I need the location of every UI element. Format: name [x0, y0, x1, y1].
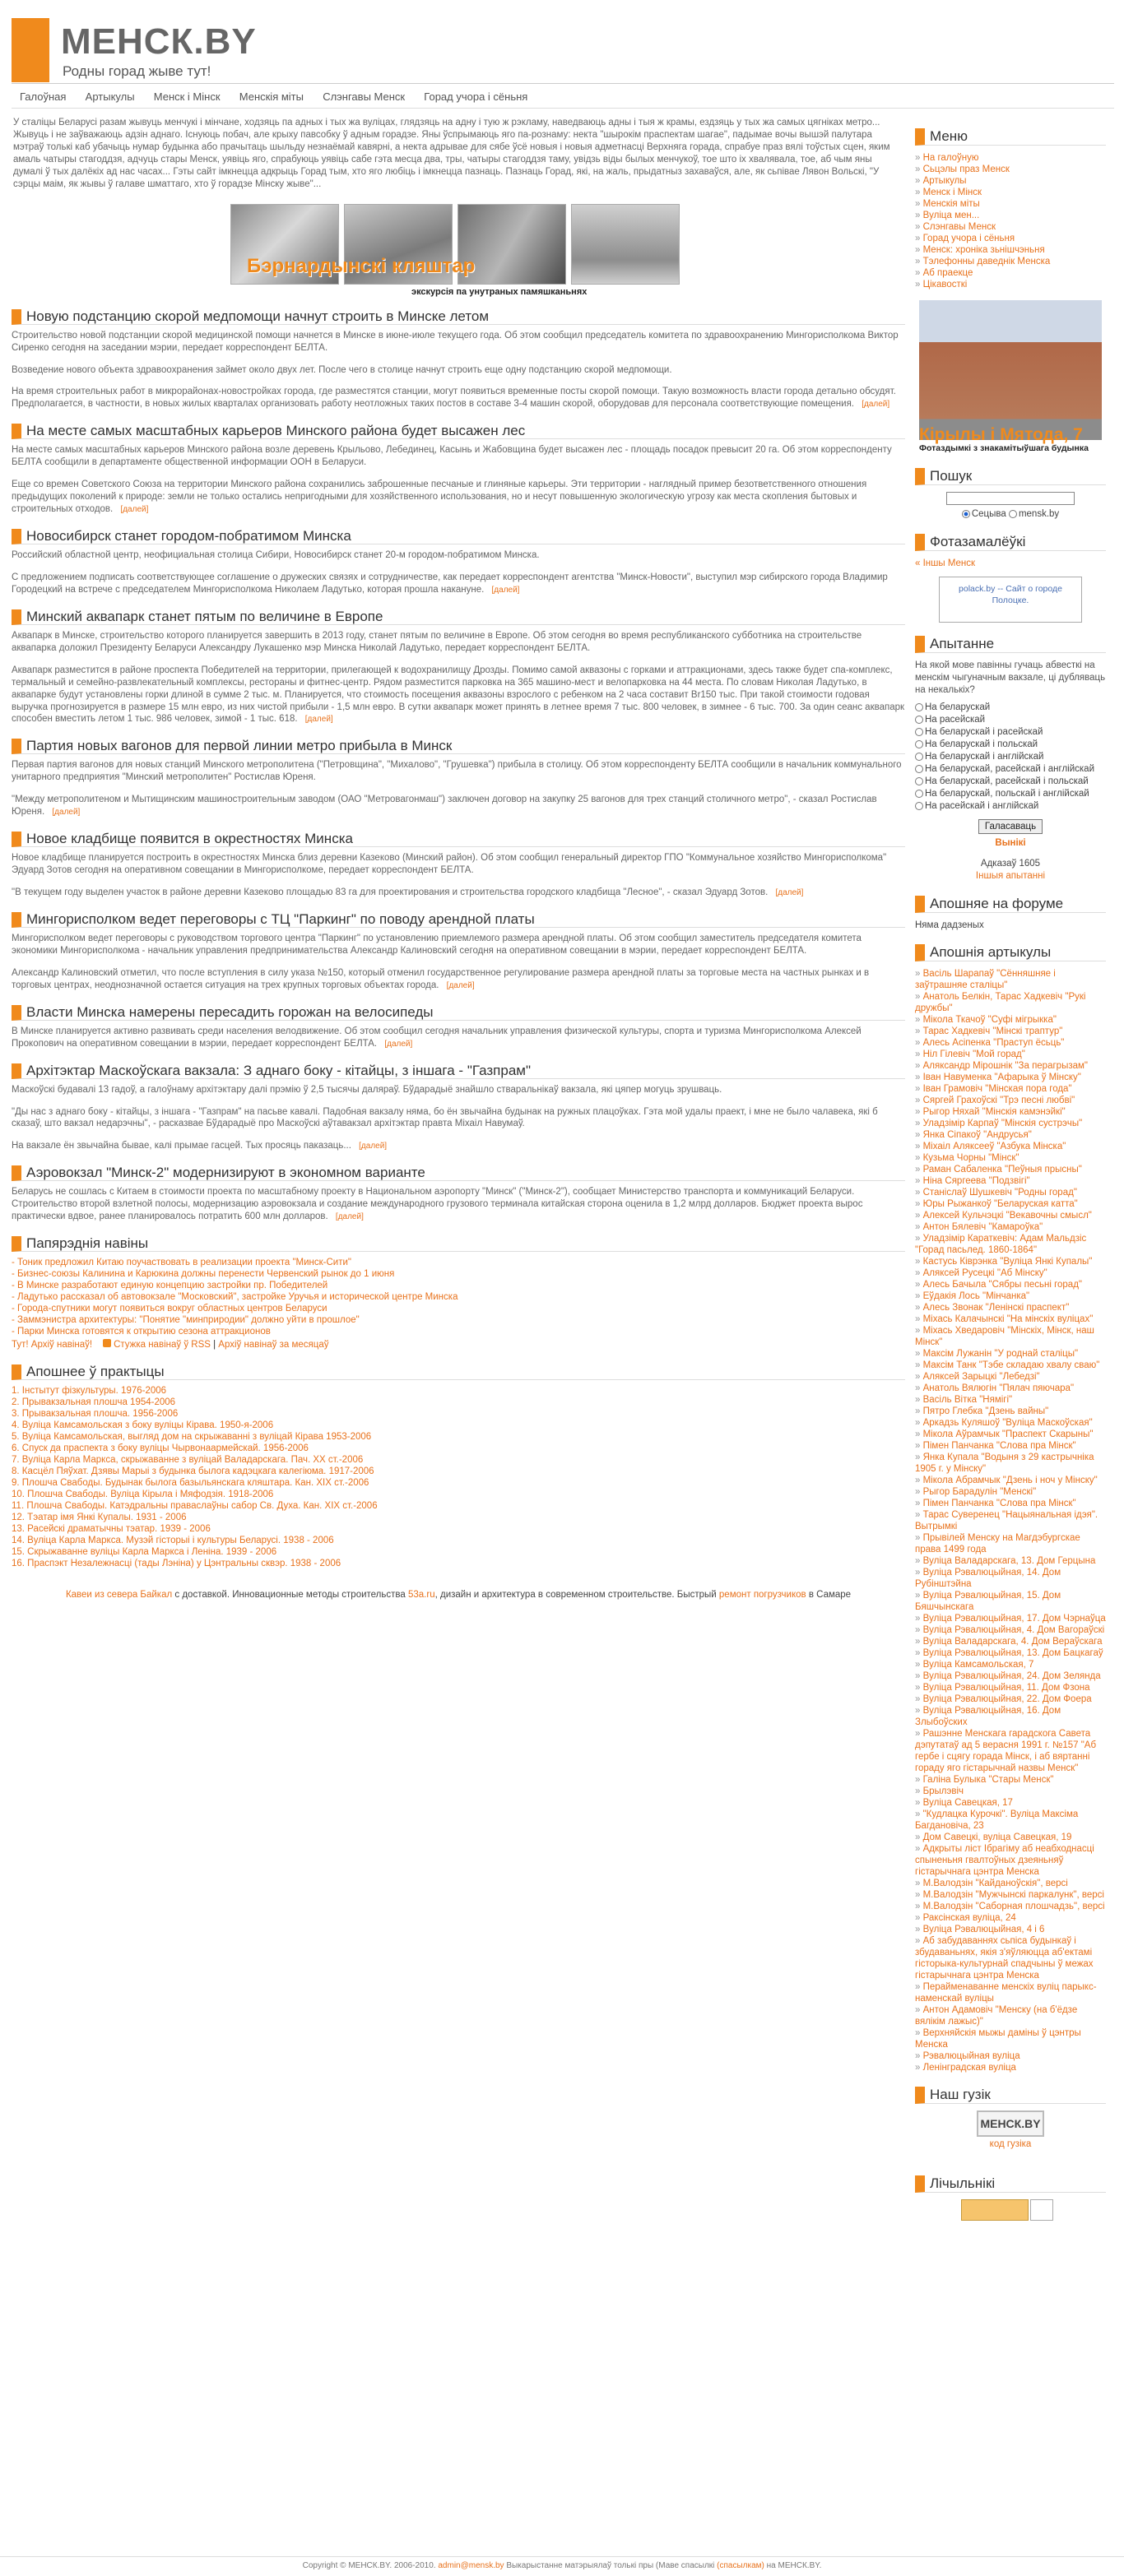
article-link[interactable]: » Мікола Аўрамчык "Праспект Скарыны"	[915, 1429, 1106, 1440]
nav-item-articles[interactable]: Артыкулы	[85, 90, 135, 103]
article-link[interactable]: » Анатоль Белкін, Тарас Хадкевіч "Рукі дружбы"	[915, 991, 1106, 1014]
news-title[interactable]: Аэровокзал "Минск-2" модернизируют в экономном варианте	[12, 1165, 905, 1181]
article-link[interactable]: » Перайменаванне менскіх вуліц парыкс-наменскай вуліцы	[915, 1981, 1106, 2004]
ad-text: в Самаре	[808, 1590, 852, 1601]
read-more-link[interactable]: [далей]	[120, 505, 149, 515]
poll-radio[interactable]	[915, 703, 923, 711]
poll-option[interactable]	[915, 714, 1106, 726]
article-link[interactable]: » Васіль Шарапаў "Сённяшняе і заўтрашняе сталіцы"	[915, 968, 1106, 991]
article-link[interactable]: » Вуліца Рэвалюцыйная, 13. Дом Бацкагаў	[915, 1647, 1106, 1659]
read-more-link[interactable]: [далей]	[359, 1142, 388, 1151]
sidebar-menu-item[interactable]: » Цікавосткі	[915, 279, 1106, 290]
news-item	[12, 739, 905, 818]
article-link[interactable]: » Верхняйскія мыжы даміны ў цэнтры Менска	[915, 2027, 1106, 2050]
article-link[interactable]: » Сяргей Грахоўскі "Трэ песні любві"	[915, 1095, 1106, 1106]
sidebar-menu-item[interactable]: » Вуліца мен...	[915, 210, 1106, 221]
article-link[interactable]: » Дом Савецкі, вуліца Савецкая, 19	[915, 1832, 1106, 1843]
practice-item[interactable]: 1. Інстытут фізкультуры. 1976-2006	[12, 1386, 167, 1397]
article-link[interactable]: » Максім Танк "Тэбе складаю хвалу сваю"	[915, 1360, 1106, 1371]
poll-option-label: На расейскай і англійскай	[925, 800, 1039, 811]
search-input[interactable]	[946, 492, 1075, 505]
forum-title: Апошняе на форуме	[915, 896, 1106, 913]
news-paragraph: На месте самых масштабных карьеров Минского района возле деревень Крыльово, Лебединец, Касынь и Жабовщина будет высажен лес - площадь посадок превысит 20 га. Об этом корреспонденту БЕЛТА сообщили в департаменте общественной информации ООН в Беларуси.	[12, 445, 892, 468]
article-link[interactable]: » Васіль Вітка "Нямігі"	[915, 1394, 1106, 1406]
counters-title: Лічыльнікі	[915, 2175, 1106, 2193]
poll-option[interactable]	[915, 739, 1106, 751]
logo-bar	[12, 18, 49, 82]
news-item	[12, 1005, 905, 1050]
sidebar	[915, 115, 1106, 2221]
article-link[interactable]: » Мікола Ткачоў "Суфі мігрыкка"	[915, 1014, 1106, 1026]
nav-item-home[interactable]: Галоўная	[20, 90, 67, 103]
news-title[interactable]: Архітэктар Маскоўскага вакзала: З аднаго боку - кітайцы, з іншага - "Газпрам"	[12, 1063, 905, 1079]
article-link[interactable]: » Рыгор Барадулін "Менскі"	[915, 1486, 1106, 1498]
poll-option[interactable]	[915, 751, 1106, 763]
article-link[interactable]: » Вуліца Рэвалюцыйная, 24. Дом Зелянда	[915, 1670, 1106, 1682]
poll-option-label: На беларускай	[925, 702, 991, 712]
article-link[interactable]: » Станіслаў Шушкевіч "Родны горад"	[915, 1187, 1106, 1198]
article-link[interactable]: » М.Валодзін "Мужчынскі паркалунк", версі	[915, 1889, 1106, 1901]
news-title[interactable]: Новое кладбище появится в окрестностях Минска	[12, 832, 905, 847]
article-link[interactable]: » Уладзімір Карпаў "Мінскія сустрэчы"	[915, 1118, 1106, 1129]
poll-option-label: На беларускай і англійскай	[925, 751, 1044, 762]
forum-text: Няма дадзеных	[915, 920, 984, 930]
nav-item-mensk-minsk[interactable]: Менск і Мінск	[153, 90, 221, 103]
sidebar-menu-item[interactable]: » Горад учора і сёньня	[915, 233, 1106, 244]
article-link[interactable]: » Вуліца Рэвалюцыйная, 17. Дом Чэрнаўца	[915, 1613, 1106, 1624]
footer-link[interactable]: (спасылкам)	[717, 2561, 764, 2570]
site-button[interactable]: МЕНСК.BY	[977, 2110, 1044, 2137]
news-item	[12, 529, 905, 596]
news-list	[12, 309, 905, 1224]
article-link[interactable]: » Антон Бялевіч "Камароўка"	[915, 1221, 1106, 1233]
search-title: Пошук	[915, 468, 1106, 485]
news-paragraph: На вакзале ён звычайна бывае, калі прымае гасцей. Тых просяць паказаць... [далей]	[12, 1141, 388, 1151]
poll-title: Апытанне	[915, 636, 1106, 653]
article-link[interactable]: » Тарас Суверенец "Нацыянальная ідэя". Вытрымкі	[915, 1509, 1106, 1532]
article-link[interactable]: » Рыгор Няхай "Мінскія камэнэйкі"	[915, 1106, 1106, 1118]
article-link[interactable]: » Прывілей Менску на Магдэбургскае права 1499 года	[915, 1532, 1106, 1555]
article-link[interactable]: » Мікола Абрамчык "Дзень і ноч у Мінску"	[915, 1475, 1106, 1486]
article-link[interactable]: » Вуліца Рэвалюцыйная, 16. Дом Злыбоўских	[915, 1705, 1106, 1728]
news-paragraph: "Ды нас з аднаго боку - кітайцы, з іншага - "Газпрам" на пасьве кавалі. Падобная вакзалу няма, бо ён звычайна будынак на ружных плацоўках. Гэта мой удалы праект, і мне не было чалавека, які б сказаў, што вакзал недарэчны", - расказвае Бўдарадыё про Маскоўскі аўтавакзал архітэктар правта Міхаіл Навумаў.	[12, 1106, 878, 1129]
practice-item[interactable]: 5. Вуліца Камсамольская, выгляд дом на скрыжаванні з вуліцай Кірава 1953-2006	[12, 1432, 372, 1443]
news-paragraph: Мингорисполком ведет переговоры с руководством торгового центра "Паркинг" по установлению приемлемого размера арендной платы. Об этом сообщил заместитель председателя комитета экономики Мингорисполкома - начальник управления предпринимательства Александр Калиновский сегодня на оперативном совещании в мэрии, передает корреспондент БЕЛТА.	[12, 933, 862, 956]
prev-news-item[interactable]: - Ладутько рассказал об автовокзале "Московский", застройке Уручья и исторической центре Минска	[12, 1292, 458, 1303]
poll-radio[interactable]	[915, 790, 923, 798]
article-link[interactable]: » Антон Адамовіч "Менску (на б'ёдзе вялікім лажыс)"	[915, 2004, 1106, 2027]
site-slogan: Родны горад жыве тут!	[63, 63, 211, 79]
article-link[interactable]: » Вуліца Валадарскага, 13. Дом Герцына	[915, 1555, 1106, 1567]
sidebar-menu-item[interactable]: » Менск і Мінск	[915, 187, 1106, 198]
poll-option-label: На беларускай, польскай і англійскай	[925, 788, 1089, 799]
news-title[interactable]: Власти Минска намерены пересадить горожан на велосипеды	[12, 1005, 905, 1021]
poll-option[interactable]	[915, 702, 1106, 714]
polack-banner[interactable]: polack.by -- Сайт о городе Полоцке.	[939, 577, 1082, 623]
read-more-link[interactable]: [далей]	[335, 1212, 364, 1222]
read-more-link[interactable]: [далей]	[862, 400, 890, 410]
news-item	[12, 1165, 905, 1223]
article-link[interactable]: » Ніна Сяргеева "Подзвігі"	[915, 1175, 1106, 1187]
prev-news-item[interactable]: - В Минске разработают единую концепцию застройки пр. Победителей	[12, 1281, 328, 1291]
news-paragraph: Беларусь не сошлась с Китаем в стоимости проекта по масштабному проекту в Национальном аэропорту "Минск" ("Минск-2"), сообщает Министерство транспорта и коммуникаций Беларуси. Строительство второй взлетной полосы, модернизацию аэровокзала и создание международного грузового терминала китайская сторона оценила в 1,2 млрд долларов. Бюджет проекта вырос практически вдвое, ранее планировалось потратить 600 млн долларов. [далей]	[12, 1187, 863, 1222]
news-item	[12, 609, 905, 726]
practice-title: Апошнее ў практыцы	[12, 1364, 905, 1380]
article-link[interactable]: » Вуліца Валадарскага, 4. Дом Вераўскага	[915, 1636, 1106, 1647]
article-link[interactable]: » Вуліца Рэвалюцыйная, 22. Дом Фоера	[915, 1693, 1106, 1705]
feature-caption[interactable]: Кірылы і Мятода, 7	[919, 425, 1083, 444]
ad-text: с доставкой.	[174, 1590, 230, 1601]
sidebar-menu-item[interactable]: » Тэлефонны даведнік Менска	[915, 256, 1106, 267]
practice-item[interactable]: 8. Касцёл Пяўхат. Дзявы Марыі з будынка былога кадэцкага калегіюма. 1917-2006	[12, 1466, 374, 1477]
ad-text: , дизайн и архитектура в современном строительстве.	[434, 1590, 675, 1601]
article-link[interactable]: » Ніл Гілевіч "Мой горад"	[915, 1049, 1106, 1060]
news-links: Тут! Архіў навінаў! Стужка навінаў ў RSS | Архіў навінаў за месяцаў	[12, 1340, 329, 1351]
article-link[interactable]: » Алесь Асіпенка "Праступ ёсьць"	[915, 1037, 1106, 1049]
practice-item[interactable]: 3. Прывакзальная плошча. 1956-2006	[12, 1409, 179, 1420]
read-more-link[interactable]: [далей]	[491, 585, 520, 595]
prev-news-item[interactable]: - Бизнес-союзы Калинина и Карюкина должны перенести Червенский рынок до 1 июня	[12, 1269, 395, 1280]
articles-list	[915, 968, 1106, 2073]
news-paragraph: Возведение нового объекта здравоохранения займет около двух лет. После чего в столице начнут строить еще одну подстанцию скорой медпомощи.	[12, 364, 672, 375]
article-link[interactable]: » Юры Рыжанкоў "Беларуская катта"	[915, 1198, 1106, 1210]
article-link[interactable]: » Тарас Хадкевіч "Мінскі траптур"	[915, 1026, 1106, 1037]
news-title[interactable]: На месте самых масштабных карьеров Минского района будет высажен лес	[12, 424, 905, 439]
poll-radio[interactable]	[915, 728, 923, 736]
article-link[interactable]: » Міхась Хведаровіч "Мінскіх, Мінск, наш Мінск"	[915, 1325, 1106, 1348]
read-more-link[interactable]: [далей]	[446, 980, 475, 990]
practice-item[interactable]: 7. Вуліца Карла Маркса, скрыжаванне з вуліцай Валадарскага. Пач. ХХ ст.-2006	[12, 1455, 364, 1466]
search-box	[915, 492, 1106, 521]
news-paragraph: "Между метрополитеном и Мытищинским машиностроительным заводом (ОАО "Метровагонмаш") заключен договор на закупку 25 вагонов для трех станций столичного метро", - сказал Ростислав Юреня. [далей]	[12, 795, 877, 818]
article-link[interactable]: » Янка Купала "Водыня з 29 кастрычніка 1905 г. у Мінску"	[915, 1452, 1106, 1475]
sidebar-menu-item[interactable]: » Слэнгавы Менск	[915, 221, 1106, 233]
news-paragraph: С предложением подписать соответствующее соглашение о дружеских связях и сотрудничестве, как передает корреспондент агентства "Минск-Новости", выступил мэр сибирского города Владимир Городецкий на встрече с председателем Мингорисполкома Николаем Ладутько, которая прошла накануне. [далей]	[12, 572, 888, 595]
article-link[interactable]: » М.Валодзін "Кайданоўскія", версі	[915, 1878, 1106, 1889]
nav-item-slang[interactable]: Слэнгавы Менск	[323, 90, 406, 103]
practice	[12, 1364, 905, 1569]
nav-item-then-now[interactable]: Горад учора і сёньня	[424, 90, 528, 103]
ad-text: Инновационные методы строительства	[232, 1590, 406, 1601]
prev-news-title: Папярэднія навіны	[12, 1236, 905, 1252]
poll-option-label: На беларускай і польскай	[925, 739, 1038, 749]
article-link[interactable]: » Міхаіл Аляксееў "Азбука Мінска"	[915, 1141, 1106, 1152]
rss-link[interactable]: Стужка навінаў ў RSS	[114, 1340, 211, 1351]
gallery-photo[interactable]	[571, 204, 680, 285]
sidebar-menu-item[interactable]: » На галоўную	[915, 152, 1106, 164]
news-paragraph: В Минске планируется активно развивать среди населения велодвижение. Об этом сообщил сегодня начальник управления физической культуры, спорта и туризма Мингорисполкома Алексей Прокопович на оперативном совещании в мэрии, передает корреспондент БЕЛТА. [далей]	[12, 1026, 862, 1049]
search-radio-site[interactable]	[1009, 510, 1017, 518]
prev-news-item[interactable]: - Города-спутники могут появиться вокруг областных центров Беларуси	[12, 1304, 327, 1314]
counter-badge[interactable]	[1030, 2199, 1053, 2221]
article-link[interactable]: » Рашэнне Менскага гарадскога Савета дэпутатаў ад 5 верасня 1991 г. №157 "Аб гербе і сцягу горада Мінск, і аб вяртанні гораду яго гістарычнай назвы Менск"	[915, 1728, 1106, 1774]
ad-link[interactable]: Кавеи из севера Байкал	[65, 1590, 173, 1601]
footer-text: на МЕНСК.BY.	[766, 2561, 822, 2570]
practice-item[interactable]: 2. Прывакзальная плошча 1954-2006	[12, 1397, 176, 1408]
article-link[interactable]: » Вуліца Савецкая, 17	[915, 1797, 1106, 1809]
counters	[961, 2199, 1106, 2221]
article-link[interactable]: » "Кудлацка Курочкі". Вуліца Максіма Багдановіча, 23	[915, 1809, 1106, 1832]
read-more-link[interactable]: [далей]	[775, 888, 804, 897]
article-link[interactable]: » Вуліца Рэвалюцыйная, 15. Дом Бяшчынскага	[915, 1590, 1106, 1613]
article-link[interactable]: » Аляксандр Мірошнік "За перагрызам"	[915, 1060, 1106, 1072]
practice-item[interactable]: 10. Плошча Свабоды. Вуліца Кірыла і Мяфодзія. 1918-2006	[12, 1490, 274, 1500]
vote-button[interactable]: Галасаваць	[978, 819, 1043, 834]
practice-item[interactable]: 14. Вуліца Карла Маркса. Музэй гісторыі і культуры Беларусі. 1938 - 2006	[12, 1536, 334, 1546]
news-title[interactable]: Мингорисполком ведет переговоры с ТЦ "Паркинг" по поводу арендной платы	[12, 912, 905, 928]
read-more-link[interactable]: [далей]	[304, 715, 333, 725]
article-link[interactable]: » М.Валодзін "Саборная плошчадзь", версі	[915, 1901, 1106, 1912]
guzik-title: Наш гузік	[915, 2087, 1106, 2104]
article-link[interactable]: » Алексей Кульчэцкі "Векавочны смысл"	[915, 1210, 1106, 1221]
article-link[interactable]: » Пімен Панчанка "Слова пра Мінск"	[915, 1440, 1106, 1452]
poll-option[interactable]	[915, 726, 1106, 739]
news-paragraph: Еще со времен Советского Союза на территории Минского района сохранились заброшенные песчаные и глиняные карьеры. Эти территории - наглядный пример безответственного отношения предыдущих поколений к природе: земли не только остались непригодными для хозяйственного использования, но и несут повышенную экологическую угрозу как места скопления бытовых и строительных отходов. [далей]	[12, 480, 867, 515]
article-link[interactable]: » Алесь Бачыла "Сябры песьні горад"	[915, 1279, 1106, 1290]
counter-badge[interactable]	[961, 2199, 1029, 2221]
search-radio-web[interactable]	[962, 510, 970, 518]
poll-option-label: На беларускай, расейскай і польскай	[925, 776, 1089, 786]
poll-options	[915, 702, 1106, 813]
article-link[interactable]: » Вуліца Рэвалюцыйная, 4. Дом Вагораўскі	[915, 1624, 1106, 1636]
copyright: Copyright © МЕНСК.BY. 2006-2010.	[302, 2561, 436, 2570]
article-link[interactable]: » Кузьма Чорны "Мінск"	[915, 1152, 1106, 1164]
practice-item[interactable]: 4. Вуліца Камсамольская з боку вуліцы Кірава. 1950-я-2006	[12, 1420, 274, 1431]
practice-item[interactable]: 9. Плошча Свабоды. Будынак былога базыльянскага кляштара. Кан. XIX ст.-2006	[12, 1478, 369, 1489]
article-link[interactable]: » Рэвалюцыйная вуліца	[915, 2050, 1106, 2062]
gallery-subtitle: экскурсія па унутраных памяшканьнях	[411, 286, 588, 297]
article-link[interactable]: » Брылэвіч	[915, 1786, 1106, 1797]
article-link[interactable]: » Раман Сабаленка "Пеўныя прысны"	[915, 1164, 1106, 1175]
poll-radio[interactable]	[915, 777, 923, 785]
practice-item[interactable]: 13. Расейскі драматычны тэатар. 1939 - 2006	[12, 1524, 211, 1535]
article-link[interactable]: » Аб забудаваннях сьпіса будынкаў і збудаваньнях, якія з'яўляюцца аб'ектамі гісторыка-культурнай спадчыны ў межах гістарычнага цэнтра Менска	[915, 1935, 1106, 1981]
prev-news	[12, 1236, 905, 1351]
rss-icon[interactable]	[103, 1339, 111, 1347]
article-link[interactable]: » Аляксей Русецкі "Аб Мінску"	[915, 1267, 1106, 1279]
articles-title: Апошнія артыкулы	[915, 944, 1106, 961]
practice-list	[12, 1385, 905, 1569]
article-link[interactable]: » Міхась Калачынскі "На мінскіх вуліцах"	[915, 1313, 1106, 1325]
article-link[interactable]: » Іван Грамовіч "Мінская пора года"	[915, 1083, 1106, 1095]
news-item	[12, 424, 905, 516]
sidebar-menu-item[interactable]: » Менск: хроніка зьнішчэньня	[915, 244, 1106, 256]
practice-item[interactable]: 16. Праспэкт Незалежнасці (тады Лэніна) у Цэнтральны сквэр. 1938 - 2006	[12, 1559, 341, 1569]
main-content	[12, 117, 905, 1601]
feature-subtitle: Фотаздымкі з знакамітыўшага будынка	[919, 443, 1089, 453]
article-link[interactable]: » Аляксей Зарыцкі "Лебедзі"	[915, 1371, 1106, 1383]
footer-ads	[12, 1589, 905, 1601]
poll-question: На якой мове павінны гучаць абвесткі на менскім чыгуначным вакзале, ці дубляваць на некалькіх?	[915, 660, 1106, 695]
practice-item[interactable]: 15. Скрыжаванне вуліцы Карла Маркса і Леніна. 1939 - 2006	[12, 1547, 277, 1558]
photo-title: Фотазамалёўкі	[915, 534, 1106, 551]
intro-text: У сталіцы Беларусі разам жывуць менчукі і мінчане, ходзяць па адных і тых жа вуліцах, глядзяць на адну і тую ж рэкламу, наведваюць адны і тыя ж крамы, ездзяць у тых жа самых цягніках метро... Жывуць і не заўважаюць адзін аднаго. Існуюць побач, але крыху павсобку ў адным горадзе. Яны ўспрымаюць яго па-рознаму: некта "шырокім праспектам шагае", падымае вочы вышэй палутара мэтраў толькі каб убачыць нумар будынка або прачытаць шыльду незнаёмай кавярні, а некта адрывае для сябе ўсё новыя і новыя адметнасці Верхняга горада, спрабуе праз вялі тоўстых сцен, яким амаль чатыры стагоддзя, адчуць стары Менск, уявіць яго, спрабуюць уявіць сабе гэта месца два, тры, чатыры стагоддзя таму, увідзь віды былых менчукоў, тое што іх хвалявала, тое, аб чым яны думалі ў тых далёкіх ад нас часах... Гэты сайт імкнецца адкрыць Горад тым, хто яго любіць і імкнецца пазнаць. Пазнаць Горад, які, на жаль, прыдатныз захаваўся, але, як сьпівае Лявон Вольскі, "У сэрцы маім, як жывы ў галаве шматтаго, хто ў горадзе Мінску жыве"...	[13, 118, 890, 189]
article-link[interactable]: » Кастусь Ківрэнка "Вуліца Янкі Купалы"	[915, 1256, 1106, 1267]
sidebar-menu	[915, 152, 1106, 290]
nav-item-myths[interactable]: Менскія міты	[239, 90, 304, 103]
practice-item[interactable]: 6. Спуск да праспекта з боку вуліцы Чырвонаармейскай. 1956-2006	[12, 1443, 309, 1454]
prev-news-item[interactable]: - Заммэнистра архитектуры: "Понятие "минприродии" должно уйти в прошлое"	[12, 1315, 360, 1326]
poll-other-link[interactable]: Іншыя апытанні	[975, 870, 1046, 881]
footer	[0, 2556, 1124, 2571]
news-paragraph: "В текущем году выделен участок в районе деревни Казеково площадью 83 га для проектирования и строительства городского кладбища "Лесное", - сказал Эдуард Зотов. [далей]	[12, 887, 804, 897]
sidebar-menu-item[interactable]: » Сьцэлы праз Менск	[915, 164, 1106, 175]
read-more-link[interactable]: [далей]	[384, 1039, 413, 1049]
main-nav	[12, 90, 1114, 109]
search-radio-label: mensk.by	[1018, 509, 1060, 519]
article-link[interactable]: » Янка Сіпакоў "Андрусья"	[915, 1129, 1106, 1141]
poll-radio[interactable]	[915, 765, 923, 773]
poll-option[interactable]	[915, 763, 1106, 776]
article-link[interactable]: » Пятро Глебка "Дзень вайны"	[915, 1406, 1106, 1417]
article-link[interactable]: » Ленінградская вуліца	[915, 2062, 1106, 2073]
article-link[interactable]: » Галіна Булыка "Стары Менск"	[915, 1774, 1106, 1786]
news-item	[12, 912, 905, 992]
news-paragraph: На время строительных работ в микрорайонах-новостройках города, где разместятся станции, могут появиться временные посты скорой помощи. Такую возможность власти города детально обсудят. Предполагается, в частности, в новых жилых кварталах организовать работу неотложных таких постов в составе 3-4 машин скорой, оборудовав для персонала соответствующие помещения. [далей]	[12, 387, 896, 410]
header	[12, 12, 1114, 84]
email-link[interactable]: admin@mensk.by	[438, 2561, 504, 2570]
footer-text: Выкарыстанне матэрыялаў толькі пры (Маве спасылкі	[506, 2561, 715, 2570]
news-item	[12, 309, 905, 411]
news-paragraph: Аквапарк в Минске, строительство которого планируется завершить в 2013 году, станет пятым по величине в Европе. Об этом сегодня во время республиканского субботника на строительстве аквапарка доложил Президенту Беларуси Александру Лукашенко мэр Минска Николай Ладутько, передает корреспондент БЕЛТА.	[12, 630, 862, 653]
poll-option[interactable]	[915, 800, 1106, 813]
poll-count: Адказаў 1605	[980, 858, 1041, 869]
practice-item[interactable]: 11. Плошча Свабоды. Катэдральны праваслаўны сабор Св. Духа. Кан. XIX ст.-2006	[12, 1501, 378, 1512]
poll-option[interactable]	[915, 788, 1106, 800]
poll-radio[interactable]	[915, 716, 923, 724]
article-link[interactable]: » Максім Лужанін "У роднай сталіцы"	[915, 1348, 1106, 1360]
ad-text: Быстрый	[676, 1590, 717, 1601]
sidebar-menu-item[interactable]: » Артыкулы	[915, 175, 1106, 187]
ad-link[interactable]: 53a.ru	[407, 1590, 435, 1601]
prev-news-item[interactable]: - Тоник предложил Китаю поучаствовать в реализации проекта "Минск-Сити"	[12, 1258, 352, 1268]
article-link[interactable]: » Анатоль Вялюгін "Пялач пяючара"	[915, 1383, 1106, 1394]
poll-option-label: На расейскай	[925, 714, 986, 725]
article-link[interactable]: » Іван Навуменка "Афарыка ў Мінску"	[915, 1072, 1106, 1083]
gallery-title[interactable]: Бэрнардынскі кляштар	[247, 254, 476, 277]
news-paragraph: Первая партия вагонов для новых станций Минского метрополитена ("Петровщина", "Михалово", "Грушевка") прибыла в столицу. Об этом корреспонденту БЕЛТА сообщили в начальник коммунального унитарного предприятия "Минский метрополитен" Ростислав Юреня.	[12, 760, 902, 783]
poll-radio[interactable]	[915, 740, 923, 748]
news-item	[12, 1063, 905, 1153]
article-link[interactable]: » Вуліца Рэвалюцыйная, 14. Дом Рубінштэйна	[915, 1567, 1106, 1590]
article-link[interactable]: » Вуліца Рэвалюцыйная, 4 і 6	[915, 1924, 1106, 1935]
article-link[interactable]: » Еўдакія Лось "Мінчанка"	[915, 1290, 1106, 1302]
news-paragraph: Российский областной центр, неофициальная столица Сибири, Новосибирск станет 20-м городом-побратимом Минска.	[12, 550, 540, 560]
sidebar-menu-item[interactable]: » Менскія міты	[915, 198, 1106, 210]
practice-item[interactable]: 12. Тэатар імя Янкі Купалы. 1931 - 2006	[12, 1513, 187, 1523]
feature-photo[interactable]	[919, 300, 1102, 453]
news-paragraph: Новое кладбище планируется построить в окрестностях Минска близ деревни Казеково (Минский район). Об этом сообщил генеральный директор ГПО "Коммунальное хозяйство Мингорисполкома" Эдуард Зотов сегодня на оперативном совещании в Мингорисполкоме, передает корреспондент БЕЛТА.	[12, 853, 887, 876]
news-paragraph: Строительство новой подстанции скорой медицинской помощи начнется в Минске в июне-июле текущего года. Об этом сообщил председатель комитета по здравоохранению Мингорисполкома Виктор Сиренко сегодня на заседании мэрии, передает корреспондент БЕЛТА.	[12, 330, 899, 353]
sidebar-menu-item[interactable]: » Аб праекце	[915, 267, 1106, 279]
article-link[interactable]: » Пімен Панчанка "Слова пра Мінск"	[915, 1498, 1106, 1509]
article-link[interactable]: » Раксінская вуліца, 24	[915, 1912, 1106, 1924]
gallery[interactable]	[230, 204, 642, 297]
search-radio-label: Сецыва	[971, 509, 1006, 519]
article-link[interactable]: » Алесь Звонак "Ленінскі праспект"	[915, 1302, 1106, 1313]
archive-link[interactable]: Архіў навінаў за месяцаў	[218, 1340, 329, 1351]
prev-news-item[interactable]: - Парки Минска готовятся к открытию сезона аттракционов	[12, 1327, 271, 1337]
ad-link[interactable]: ремонт погрузчиков	[718, 1590, 806, 1601]
news-item	[12, 832, 905, 899]
article-link[interactable]: » Адкрыты ліст Ібрагіму аб неабходнасці спыненьня гвалтоўных дзеяньняў гістарычнага цэнтра Менска	[915, 1843, 1106, 1878]
news-title[interactable]: Партия новых вагонов для первой линии метро прибыла в Минск	[12, 739, 905, 754]
poll-radio[interactable]	[915, 753, 923, 761]
button-code-link[interactable]: код гузіка	[989, 2139, 1032, 2150]
poll-option[interactable]	[915, 776, 1106, 788]
photo-link[interactable]: « Іншы Менск	[915, 558, 976, 568]
news-paragraph: Маскоўскі будавалі 13 гадоў, а галоўнаму архітэктару далі прэмію ў 2,5 тысячы даляраў. Бўдарадыё знайшло стваральнікаў вакзала, які цяпер могуць зрушваць.	[12, 1084, 722, 1095]
poll-radio[interactable]	[915, 802, 923, 810]
menu-title: Меню	[915, 128, 1106, 146]
poll-results-link[interactable]: Вынікі	[995, 837, 1026, 848]
article-link[interactable]: » Вуліца Камсамольская, 7	[915, 1659, 1106, 1670]
read-more-link[interactable]: [далей]	[52, 808, 81, 818]
prev-news-list	[12, 1257, 905, 1337]
poll-option-label: На беларускай і расейскай	[925, 726, 1043, 737]
poll-option-label: На беларускай, расейскай і англійскай	[925, 763, 1094, 774]
news-title[interactable]: Новосибирск станет городом-побратимом Минска	[12, 529, 905, 544]
news-paragraph: Аквапарк разместится в районе проспекта Победителей на территории, прилегающей к водохранилищу Дрозды. Помимо самой аквазоны с горками и аттракционами, здесь также будет спа-комплекс, термальный и семейно-развлекательный комплексы, рестораны и фитнес-центр. Рядом разместится парковка на 365 машино-мест и велопарковка на 44 места. По словам Николая Ладутько, в аквапарке будут установлены горки длиной в сумме 2 тыс. м. Планируется, что стоимость посещения аквазоны взрослого с ребенком на 2 часа составит Br150 тыс. При такой стоимости годовая выручка прогнозируется в размере 15 млн евро, из них чистой прибыли - 1,5 млн евро. В сутки аквапарк может принять в летнее время 7 тыс. 800 человек, в зимнее - 6 тыс. 700. За один сеанс аквапарк способен вместить летом 1 тыс. 986 человек, зимой - 1 тыс. 618. [далей]	[12, 665, 905, 725]
article-link[interactable]: » Аркадзь Куляшоў "Вуліца Маскоўская"	[915, 1417, 1106, 1429]
article-link[interactable]: » Вуліца Рэвалюцыйная, 11. Дом Фзона	[915, 1682, 1106, 1693]
site-title[interactable]: МЕНСК.BY	[61, 21, 257, 62]
news-title[interactable]: Новую подстанцию скорой медпомощи начнут строить в Минске летом	[12, 309, 905, 325]
all-news-link[interactable]: Тут! Архіў навінаў!	[12, 1340, 93, 1351]
news-title[interactable]: Минский аквапарк станет пятым по величине в Европе	[12, 609, 905, 625]
news-paragraph: Александр Калиновский отметил, что после вступления в силу указа №150, который отменил государственное регулирование размера арендной платы за торговые места на частных рынках и в торговых центрах, неоднозначной остается ситуация на трех крупных торговых объектах города. [далей]	[12, 967, 870, 990]
article-link[interactable]: » Уладзімір Караткевіч: Адам Мальдзіс "Горад пасьлед. 1860-1864"	[915, 1233, 1106, 1256]
